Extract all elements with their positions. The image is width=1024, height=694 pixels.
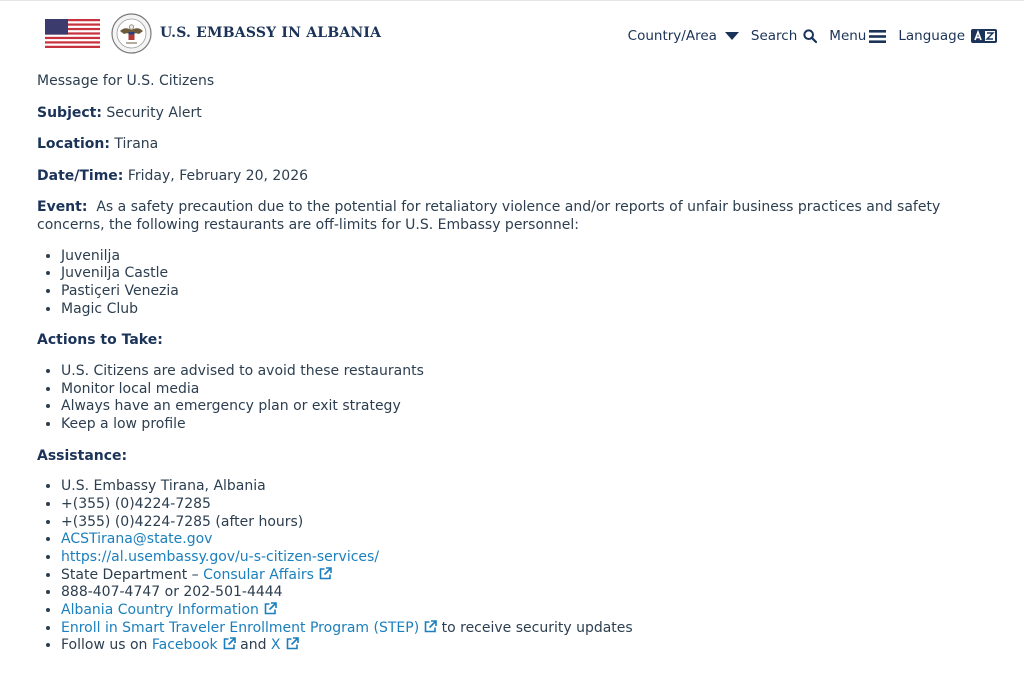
message-content <box>37 72 997 668</box>
list-item: • 888-407-4747 or 202-501-4444 <box>61 584 997 602</box>
list-item <box>61 637 997 655</box>
datetime-label: Date/Time: <box>37 167 124 184</box>
assistance-list <box>37 478 997 655</box>
consular-affairs-link[interactable] <box>203 567 332 583</box>
external-link-icon <box>319 567 332 580</box>
us-flag-icon[interactable] <box>45 19 100 48</box>
consular-affairs-label: Consular Affairs <box>203 566 314 583</box>
datetime-line <box>37 167 997 185</box>
actions-heading <box>37 331 997 349</box>
location-value: Tirana <box>114 136 159 152</box>
site-title[interactable]: U.S. EMBASSY IN ALBANIA <box>160 25 382 41</box>
country-info-label: Albania Country Information <box>61 602 259 619</box>
menu-button[interactable] <box>829 28 886 44</box>
citizen-services-link[interactable]: https://al.usembassy.gov/u-s-citizen-services/ <box>61 548 380 565</box>
email-link[interactable]: ACSTirana@state.gov <box>61 531 213 548</box>
step-link[interactable] <box>61 620 437 636</box>
list-item <box>61 567 997 585</box>
facebook-label: Facebook <box>151 637 218 654</box>
list-item <box>61 531 997 549</box>
actions-label: Actions to Take: <box>37 332 163 349</box>
list-item <box>61 602 997 620</box>
hamburger-icon <box>869 30 886 43</box>
embassy-seal-icon[interactable] <box>111 13 152 54</box>
event-label: Event: <box>37 199 88 215</box>
country-area-label: Country/Area <box>627 28 717 44</box>
location-label: Location: <box>37 136 110 152</box>
language-label: Language <box>898 28 965 44</box>
subject-value: Security Alert <box>106 104 202 121</box>
list-item: • Juvenilja <box>61 248 997 266</box>
country-info-link[interactable] <box>61 602 277 618</box>
language-button[interactable] <box>898 28 997 44</box>
actions-list <box>37 363 997 434</box>
datetime-value: Friday, February 20, 2026 <box>127 167 309 184</box>
list-item: • U.S. Embassy Tirana, Albania <box>61 478 997 496</box>
location-line <box>37 135 997 153</box>
subject-line <box>37 104 997 122</box>
list-item: • +(355) (0)4224-7285 (after hours) <box>61 514 997 532</box>
assistance-label: Assistance: <box>37 447 128 464</box>
search-button[interactable] <box>751 28 817 44</box>
and-text: and <box>240 637 267 654</box>
list-item <box>61 620 997 638</box>
list-item: • Keep a low profile <box>61 416 997 434</box>
list-item <box>61 549 997 567</box>
list-item: • Monitor local media <box>61 381 997 399</box>
message-intro: Message for U.S. Citizens <box>37 73 215 89</box>
x-link[interactable] <box>271 637 299 653</box>
external-link-icon <box>264 602 277 615</box>
follow-prefix: Follow us on <box>61 637 148 654</box>
list-item: • Always have an emergency plan or exit strategy <box>61 398 997 416</box>
list-item: • Magic Club <box>61 301 997 319</box>
event-line <box>37 198 997 234</box>
step-suffix: to receive security updates <box>441 619 633 636</box>
search-icon <box>803 29 817 43</box>
external-link-icon <box>286 637 299 650</box>
top-nav <box>616 28 997 44</box>
caret-down-icon <box>725 32 739 41</box>
restaurant-list <box>37 248 997 319</box>
menu-label: Menu <box>829 28 867 44</box>
subject-label: Subject: <box>37 104 102 121</box>
site-header <box>0 0 1024 69</box>
list-item: • Juvenilja Castle <box>61 265 997 283</box>
external-link-icon <box>223 637 236 650</box>
country-area-dropdown[interactable] <box>628 28 739 44</box>
assistance-heading <box>37 447 997 465</box>
event-text: As a safety precaution due to the potential for retaliatory violence and/or reports of unfair business practices and safety concerns, the following restaurants are off-limits for U.S. Embassy personnel: <box>37 199 941 233</box>
list-item: • Pastiçeri Venezia <box>61 283 997 301</box>
list-item: • U.S. Citizens are advised to avoid these restaurants <box>61 363 997 381</box>
state-dept-prefix: State Department – <box>61 566 199 583</box>
list-item: • +(355) (0)4224-7285 <box>61 496 997 514</box>
facebook-link[interactable] <box>152 637 236 653</box>
translate-icon <box>971 29 997 43</box>
search-label: Search <box>750 28 798 44</box>
step-label: Enroll in Smart Traveler Enrollment Program (STEP) <box>61 619 420 636</box>
external-link-icon <box>424 620 437 633</box>
x-label: X <box>270 637 281 654</box>
